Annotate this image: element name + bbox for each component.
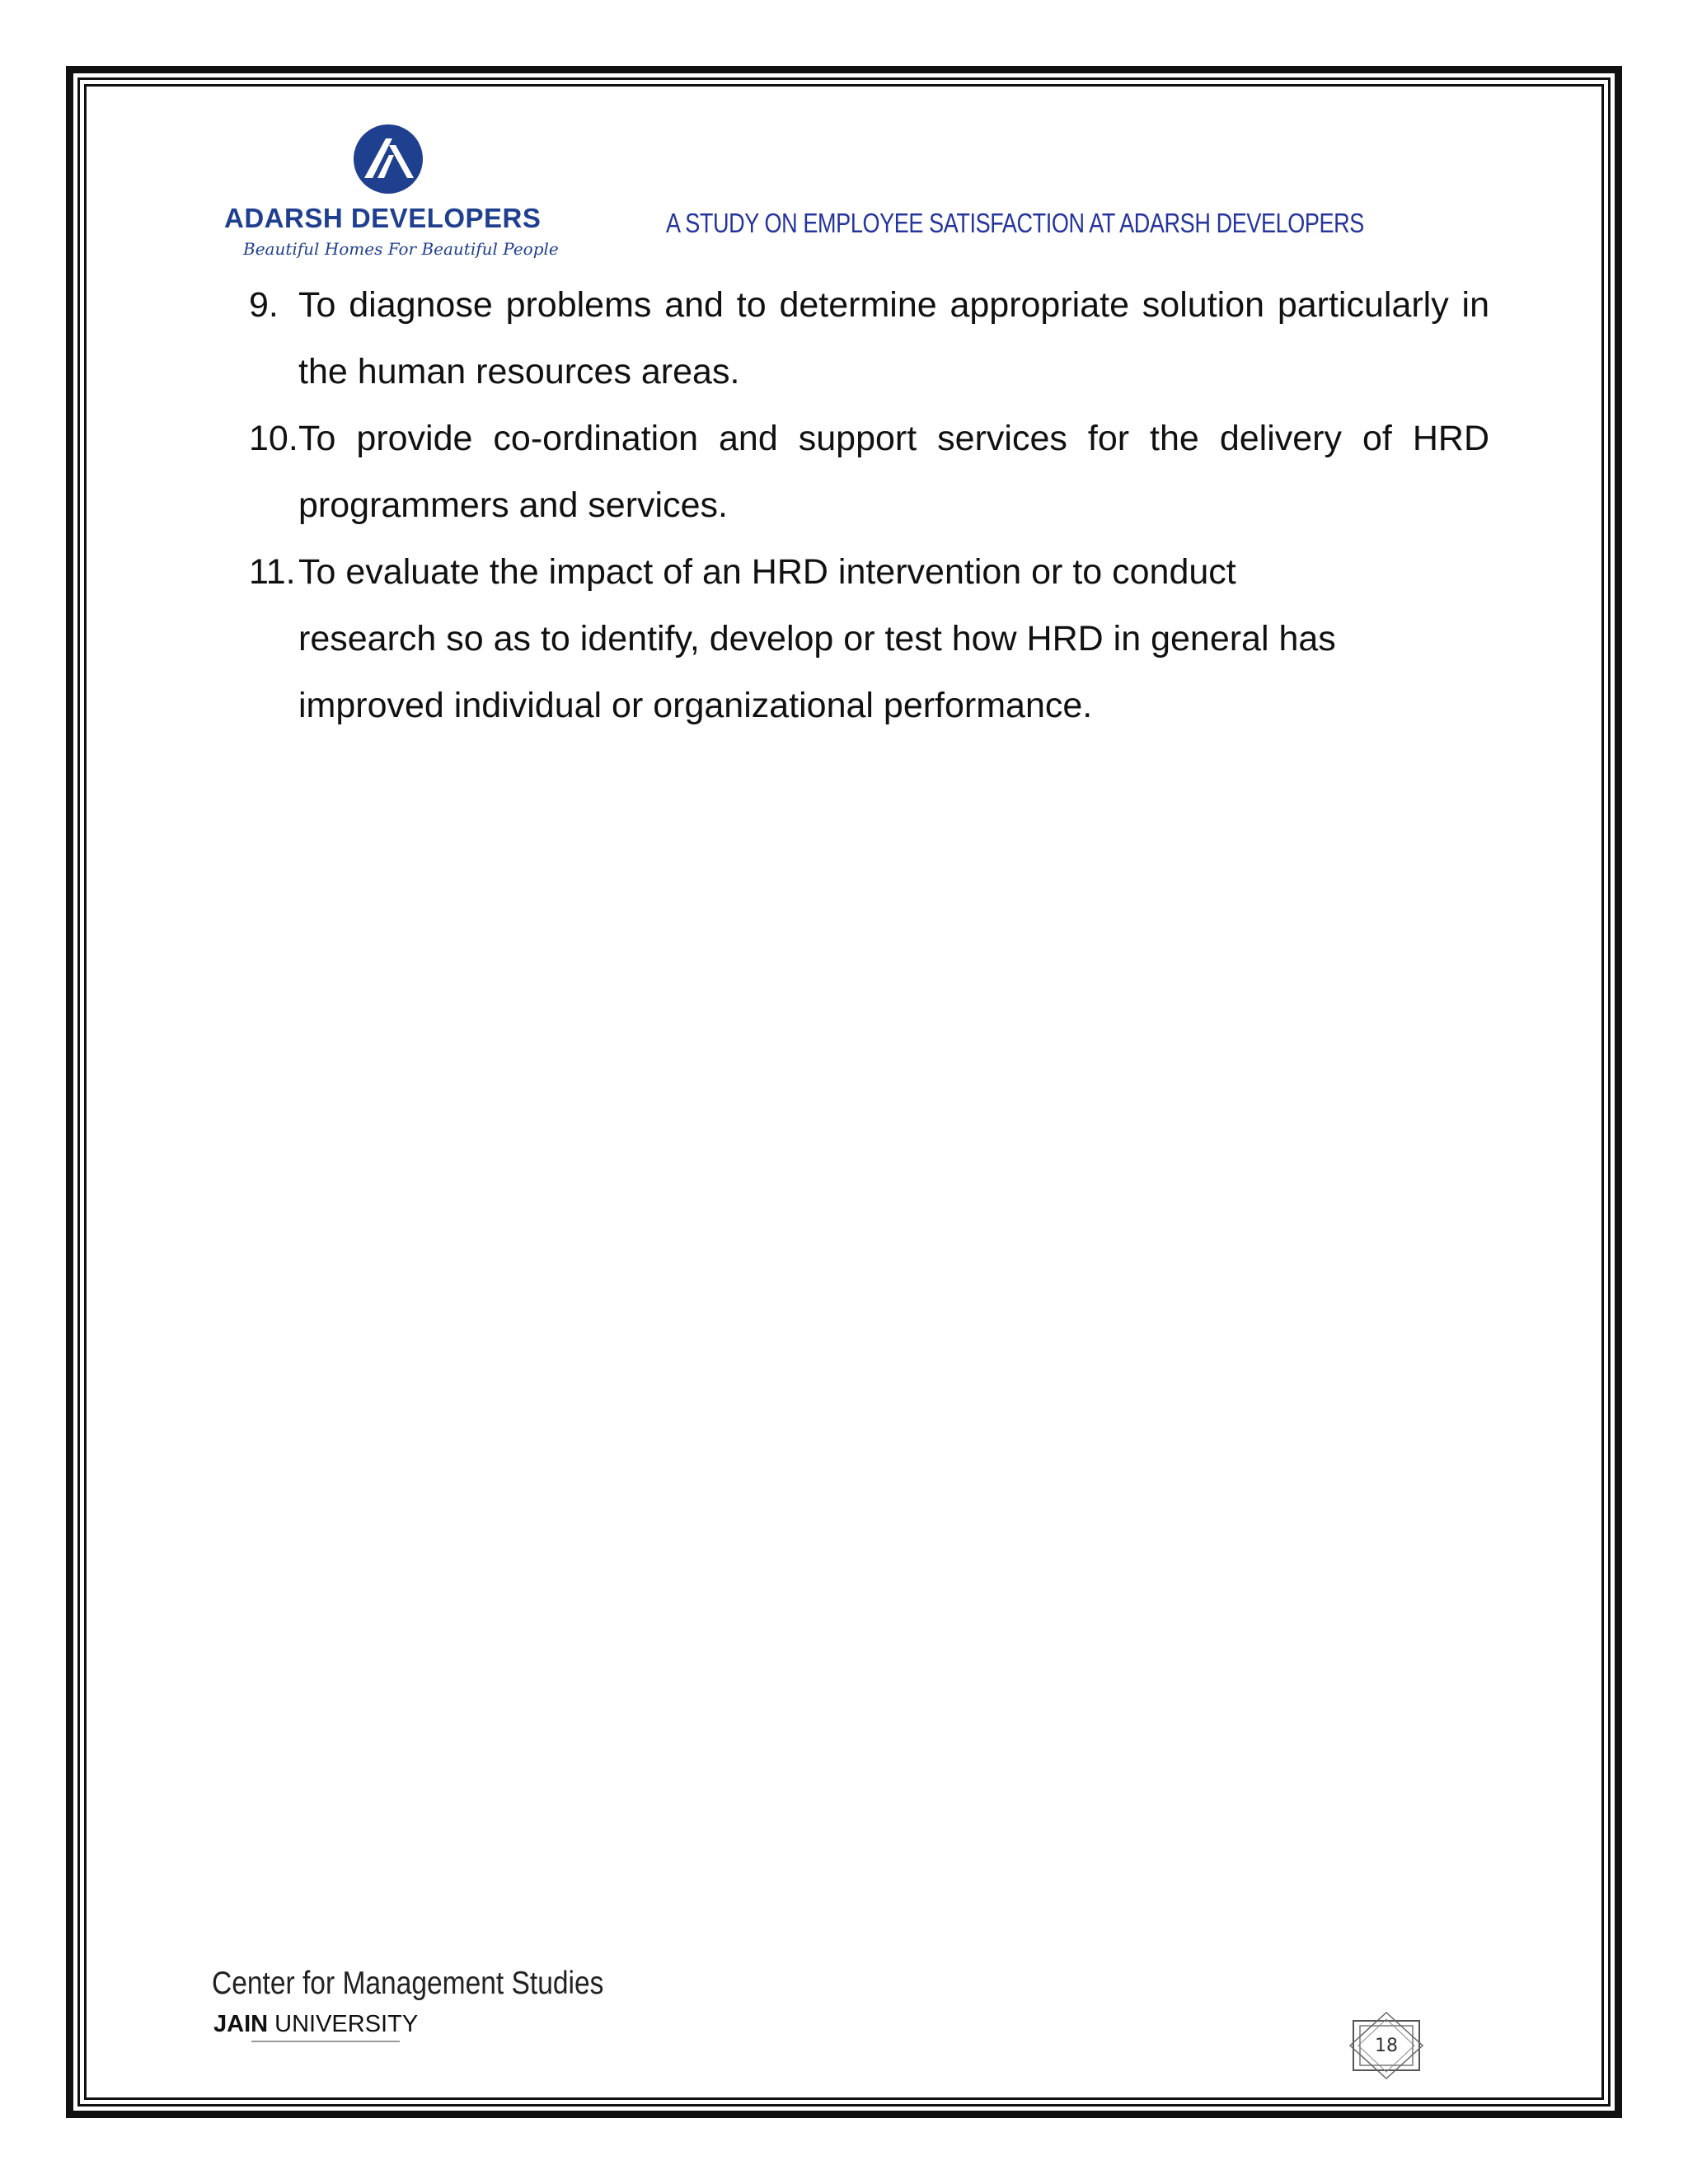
footer-organization: Center for Management Studies (212, 1966, 604, 2001)
company-tagline: Beautiful Homes For Beautiful People (243, 239, 559, 259)
list-item (249, 405, 1489, 539)
page-number: 18 (1375, 2035, 1398, 2056)
footer-university (213, 2011, 418, 2038)
list-item-text: To diagnose problems and to determine appropriate solution particularly in the human resources areas. (298, 285, 1489, 391)
objectives-list (249, 272, 1489, 739)
list-item-number: 9. (249, 285, 279, 325)
list-item-number: 10. (249, 419, 298, 458)
list-item-number: 11. (249, 552, 296, 592)
list-item (249, 272, 1489, 405)
footer-university-bold: JAIN (213, 2011, 269, 2037)
mountain-peak-logo-icon (353, 124, 424, 194)
company-name: ADARSH DEVELOPERS (224, 203, 542, 233)
list-item (249, 539, 1489, 739)
list-item-text: To provide co-ordination and support services for the delivery of HRD programmers and services. (298, 419, 1489, 525)
document-title: A STUDY ON EMPLOYEE SATISFACTION AT ADARSH DEVELOPERS (666, 208, 1364, 238)
footer-fine-print-decoration (251, 2039, 400, 2046)
page-number-badge (1343, 2011, 1429, 2080)
list-item-text: To evaluate the impact of an HRD intervention or to conduct research so as to identify, develop or test how HRD in general has improved individual or organizational performance. (298, 552, 1336, 725)
footer-university-rest: UNIVERSITY (268, 2011, 419, 2037)
